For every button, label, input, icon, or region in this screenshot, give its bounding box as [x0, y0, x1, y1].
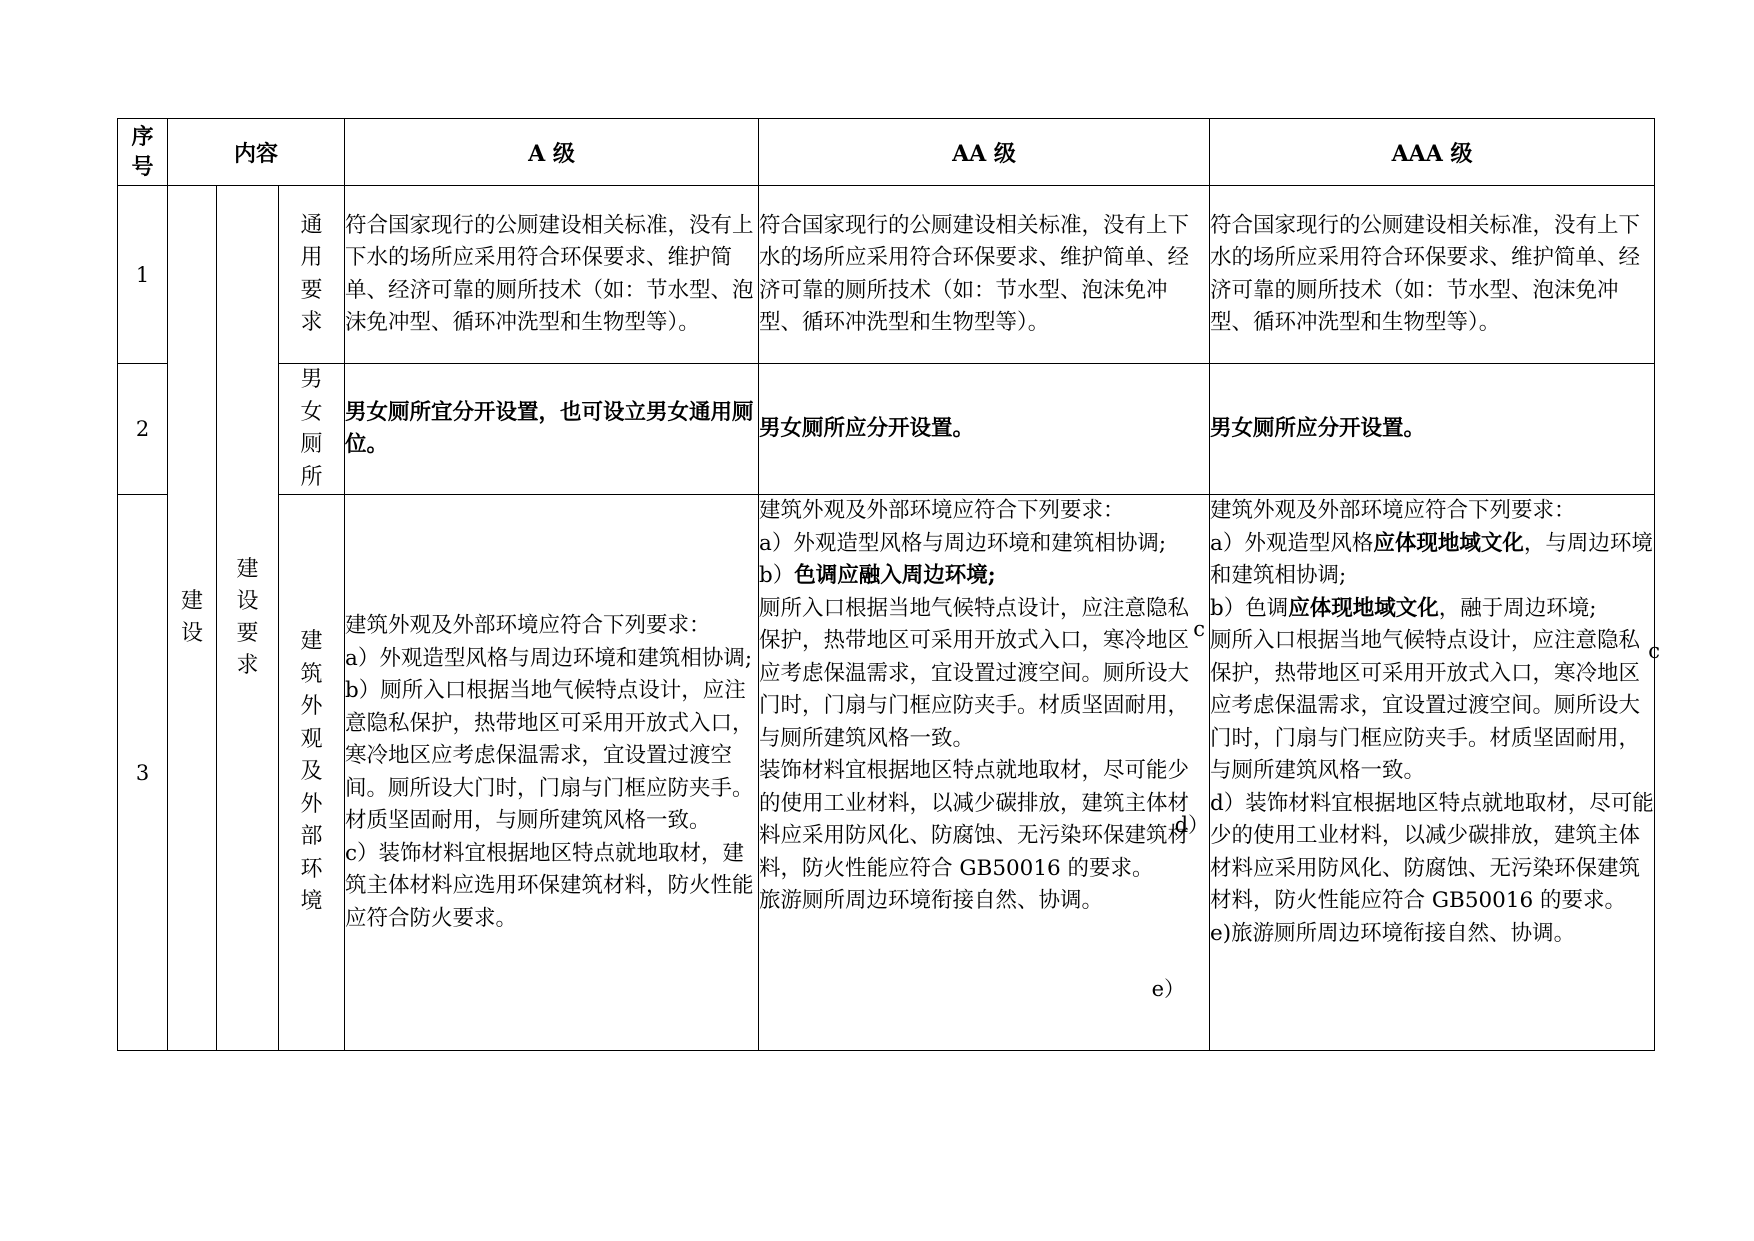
clause-d: d）装饰材料宜根据地区特点就地取材，尽可能少的使用工业材料，以减少碳排放，建筑主体材料应采用防风化、防腐蚀、无污染环保建筑材料，防火性能应符合 GB50016 的要求。	[1210, 790, 1654, 913]
grade-a-cell	[345, 495, 759, 1051]
clause-d: 装饰材料宜根据地区特点就地取材，尽可能少的使用工业材料，以减少碳排放，建筑主体材料应采用防风化、防腐蚀、无污染环保建筑材料，防火性能应符合 GB50016 的要求。	[759, 758, 1190, 881]
table-row	[118, 364, 1655, 495]
table-row	[118, 495, 1655, 1051]
item-exterior-environment: 建 筑 外 观 及 外 部 环 境	[279, 495, 345, 1051]
grade-aaa-cell: 符合国家现行的公厕建设相关标准，没有上下水的场所应采用符合环保要求、维护简单、经济可靠的厕所技术（如：节水型、泡沫免冲型、循环冲洗型和生物型等）。	[1210, 186, 1655, 364]
clause-c: c）装饰材料宜根据地区特点就地取材，建筑主体材料应选用环保建筑材料，防火性能应符合防火要求。	[345, 840, 754, 931]
grade-aaa-cell	[1210, 495, 1661, 1051]
standards-table	[117, 118, 1661, 1051]
category-construction-requirements: 建 设 要 求	[217, 186, 279, 1051]
item-general-requirements: 通 用 要 求	[279, 186, 345, 364]
clause-a: a）外观造型风格应体现地域文化，与周边环境和建筑相协调;	[1210, 530, 1653, 588]
clause-a: a）外观造型风格与周边环境和建筑相协调;	[345, 645, 753, 671]
clause-a: a）外观造型风格与周边环境和建筑相协调;	[759, 530, 1167, 556]
grade-aaa-header: AAA 级	[1210, 119, 1655, 186]
clause-e-marker: e）	[1151, 977, 1186, 1001]
grade-aa-cell: 符合国家现行的公厕建设相关标准，没有上下水的场所应采用符合环保要求、维护简单、经济可靠的厕所技术（如：节水型、泡沫免冲型、循环冲洗型和生物型等）。	[759, 186, 1210, 364]
clause-c: 厕所入口根据当地气候特点设计，应注意隐私保护，热带地区可采用开放式入口，寒冷地区应考虑保温需求，宜设置过渡空间。厕所设大门时，门扇与门框应防夹手。材质坚固耐用，与厕所建筑风格一致。	[1210, 628, 1641, 783]
grade-a-cell: 男女厕所宜分开设置，也可设立男女通用厕位。	[345, 364, 759, 495]
grade-aaa-cell: 男女厕所应分开设置。	[1210, 364, 1655, 495]
clause-e: e)旅游厕所周边环境衔接自然、协调。	[1210, 920, 1576, 946]
intro-text: 建筑外观及外部环境应符合下列要求：	[759, 498, 1125, 523]
clause-b: b）色调应体现地域文化，融于周边环境;	[1210, 595, 1597, 621]
grade-aa-cell: 男女厕所应分开设置。	[759, 364, 1210, 495]
row-number: 3	[118, 495, 168, 1051]
seq-header: 序 号	[118, 119, 168, 186]
intro-text: 建筑外观及外部环境应符合下列要求：	[1210, 498, 1576, 523]
clause-d-marker: d）	[1174, 813, 1210, 837]
content-header: 内容	[168, 119, 345, 186]
row-number: 2	[118, 364, 168, 495]
grade-aa-header: AA 级	[759, 119, 1210, 186]
grade-a-header: A 级	[345, 119, 759, 186]
grade-a-cell: 符合国家现行的公厕建设相关标准，没有上下水的场所应采用符合环保要求、维护简单、经济可靠的厕所技术（如：节水型、泡沫免冲型、循环冲洗型和生物型等）。	[345, 186, 759, 364]
clause-c-marker: c	[1648, 639, 1661, 663]
clause-c: 厕所入口根据当地气候特点设计，应注意隐私保护，热带地区可采用开放式入口，寒冷地区应考虑保温需求，宜设置过渡空间。厕所设大门时，门扇与门框应防夹手。材质坚固耐用，与厕所建筑风格一致。	[759, 595, 1190, 751]
row-number: 1	[118, 186, 168, 364]
clause-b: b）色调应融入周边环境;	[759, 563, 996, 588]
clause-e: 旅游厕所周边环境衔接自然、协调。	[759, 888, 1104, 913]
clause-b: b）厕所入口根据当地气候特点设计，应注意隐私保护，热带地区可采用开放式入口，寒冷地区应考虑保温需求，宜设置过渡空间。厕所设大门时，门扇与门框应防夹手。材质坚固耐用，与厕所建筑风格一致。	[345, 678, 754, 833]
intro-text: 建筑外观及外部环境应符合下列要求：	[345, 613, 711, 638]
grade-aa-cell	[759, 495, 1210, 1051]
category-construction: 建 设	[168, 186, 217, 1051]
item-male-female-toilets: 男 女 厕 所	[279, 364, 345, 495]
clause-c-marker: c	[1193, 617, 1206, 641]
header-row	[118, 119, 1655, 186]
table-row	[118, 186, 1655, 364]
